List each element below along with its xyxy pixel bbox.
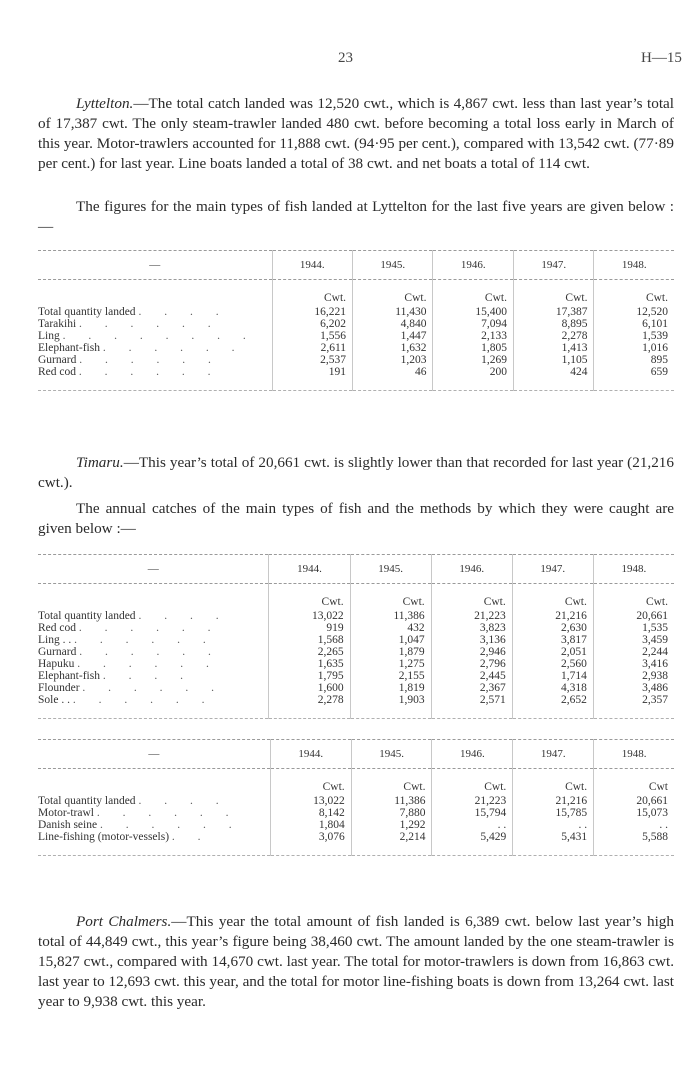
table-cell: 1,535 bbox=[593, 622, 674, 634]
lyttelton-paragraph bbox=[38, 94, 674, 174]
table-cell: 21,223 bbox=[432, 795, 513, 807]
table-cell: 1,714 bbox=[512, 670, 593, 682]
row-label: Elephant-fish bbox=[38, 670, 100, 682]
table-cell: 1,556 bbox=[272, 330, 353, 342]
leader-dots: . . . . . . bbox=[78, 366, 221, 378]
unit-label: Cwt. bbox=[272, 290, 353, 306]
column-header-year: 1948. bbox=[593, 555, 674, 584]
table-cell: 15,400 bbox=[433, 306, 514, 318]
table-cell: 1,879 bbox=[350, 646, 431, 658]
row-label: Danish seine bbox=[38, 819, 98, 831]
timaru-paragraph bbox=[38, 453, 674, 493]
lyttelton-heading: Lyttelton. bbox=[76, 95, 134, 112]
table-row bbox=[38, 670, 674, 682]
table-cell: 191 bbox=[272, 366, 353, 378]
table-cell: 5,431 bbox=[513, 831, 594, 843]
row-label-cell bbox=[38, 807, 270, 819]
table-cell: 1,600 bbox=[269, 682, 350, 694]
row-label: Flounder bbox=[38, 682, 80, 694]
table-cell: 1,819 bbox=[350, 682, 431, 694]
table-cell: 11,386 bbox=[350, 610, 431, 622]
timaru-heading: Timaru. bbox=[76, 454, 124, 471]
row-label: Total quantity landed bbox=[38, 795, 136, 807]
unit-label: Cwt. bbox=[433, 290, 514, 306]
row-label: Total quantity landed bbox=[38, 306, 136, 318]
row-label-cell bbox=[38, 366, 272, 378]
document-reference: H—15 bbox=[641, 50, 682, 66]
table-cell: 2,051 bbox=[512, 646, 593, 658]
table-row bbox=[38, 807, 674, 819]
timaru-intro-text: The annual catches of the main types of fish and the methods by which they were caught are given below :— bbox=[38, 500, 674, 537]
table-row bbox=[38, 306, 674, 318]
row-label-cell bbox=[38, 819, 270, 831]
table-cell: 1,805 bbox=[433, 342, 514, 354]
table-row bbox=[38, 318, 674, 330]
table-cell: 8,895 bbox=[513, 318, 594, 330]
table-cell: 1,203 bbox=[353, 354, 433, 366]
leader-dots: . . . . . . bbox=[102, 342, 245, 354]
table-cell: 2,560 bbox=[512, 658, 593, 670]
row-label: Ling . . bbox=[38, 634, 72, 646]
unit-label: Cwt bbox=[594, 779, 674, 795]
table-cell: 3,136 bbox=[431, 634, 512, 646]
row-label-cell bbox=[38, 646, 269, 658]
row-label-cell bbox=[38, 795, 270, 807]
row-label: Gurnard bbox=[38, 354, 77, 366]
table-cell: 1,447 bbox=[353, 330, 433, 342]
table-cell: . . bbox=[594, 819, 674, 831]
table-cell: 2,278 bbox=[269, 694, 350, 706]
table-cell: 11,430 bbox=[353, 306, 433, 318]
column-header-year: 1944. bbox=[269, 555, 350, 584]
leader-dots: . . bbox=[171, 831, 211, 843]
row-label: Red cod bbox=[38, 366, 77, 378]
lyttelton-text: —The total catch landed was 12,520 cwt., which is 4,867 cwt. less than last year’s total of 17,387 cwt. The only steam-trawler landed 480 cwt. before becoming a total loss early in March of this year. Motor-trawlers accounted for 11,888 cwt. (94·95 per cent.), compared with 13,542 cwt. (77·89 per cent.) for last year. Line boats landed a total of 38 cwt. and net boats a total of 114 cwt. bbox=[38, 95, 674, 172]
table-cell: 2,155 bbox=[350, 670, 431, 682]
row-label-cell bbox=[38, 306, 272, 318]
units-row bbox=[38, 594, 674, 610]
leader-dots: . . . . . . bbox=[79, 354, 221, 366]
table-cell: 3,459 bbox=[593, 634, 674, 646]
units-row bbox=[38, 779, 674, 795]
table-cell: 2,571 bbox=[431, 694, 512, 706]
table-cell: 15,073 bbox=[594, 807, 674, 819]
page-number: 23 bbox=[338, 50, 353, 66]
table-cell: 1,275 bbox=[350, 658, 431, 670]
column-header-year: 1947. bbox=[512, 555, 593, 584]
table-cell: 11,386 bbox=[351, 795, 432, 807]
table-cell: 2,278 bbox=[513, 330, 594, 342]
port-chalmers-text: —This year the total amount of fish landed is 6,389 cwt. below last year’s high total of 44,849 cwt., this year’s figure being 38,460 cwt. The amount landed by the one steam-trawler is 15,827 cwt., compared with 14,670 cwt. last year. The total for motor-trawlers is down from 16,863 cwt. last year to 12,693 cwt. this year, and the total for motor line-fishing boats is down from 13,264 cwt. last year to 9,938 cwt. this year. bbox=[38, 913, 674, 1010]
row-label-cell bbox=[38, 670, 269, 682]
column-header-year: 1945. bbox=[350, 555, 431, 584]
table-cell: 3,076 bbox=[270, 831, 351, 843]
table-cell: 2,611 bbox=[272, 342, 353, 354]
table-cell: 15,794 bbox=[432, 807, 513, 819]
row-label: Elephant-fish bbox=[38, 342, 100, 354]
table-cell: 2,214 bbox=[351, 831, 432, 843]
table-row bbox=[38, 366, 674, 378]
table-cell: 1,903 bbox=[350, 694, 431, 706]
table-cell: 2,946 bbox=[431, 646, 512, 658]
row-label: Sole . . bbox=[38, 694, 70, 706]
table-cell: 21,216 bbox=[512, 610, 593, 622]
table-header-row bbox=[38, 555, 674, 584]
table-cell: 2,537 bbox=[272, 354, 353, 366]
row-label: Red cod bbox=[38, 622, 77, 634]
table-cell: 13,022 bbox=[270, 795, 351, 807]
table-cell: 4,840 bbox=[353, 318, 433, 330]
table-row bbox=[38, 330, 674, 342]
unit-label: Cwt. bbox=[512, 594, 593, 610]
row-label-cell bbox=[38, 682, 269, 694]
leader-dots: . . . . . . . . bbox=[62, 330, 256, 342]
column-header-year: 1946. bbox=[432, 740, 513, 769]
table-header-row bbox=[38, 251, 674, 280]
table-cell: 2,796 bbox=[431, 658, 512, 670]
port-chalmers-heading: Port Chalmers. bbox=[76, 913, 172, 930]
table-row bbox=[38, 342, 674, 354]
column-header-year: 1946. bbox=[433, 251, 514, 280]
row-label: Tarakihi bbox=[38, 318, 77, 330]
row-label-cell bbox=[38, 342, 272, 354]
leader-dots: . . . . . . bbox=[78, 622, 221, 634]
leader-dots: . . . . . . bbox=[96, 807, 239, 819]
table-cell: 3,823 bbox=[431, 622, 512, 634]
port-chalmers-paragraph bbox=[38, 912, 674, 1012]
table-row bbox=[38, 610, 674, 622]
leader-dots: . . . . . . bbox=[99, 819, 242, 831]
table-cell: 2,133 bbox=[433, 330, 514, 342]
row-label: Total quantity landed bbox=[38, 610, 136, 622]
column-header-year: 1946. bbox=[431, 555, 512, 584]
leader-dots: . . . . . . bbox=[72, 694, 215, 706]
table-cell: 7,094 bbox=[433, 318, 514, 330]
table-cell: 1,292 bbox=[351, 819, 432, 831]
table-row bbox=[38, 831, 674, 843]
table-cell: 6,202 bbox=[272, 318, 353, 330]
table-cell: 4,318 bbox=[512, 682, 593, 694]
row-label: Gurnard bbox=[38, 646, 77, 658]
leader-dots: . . . . . . bbox=[82, 682, 225, 694]
unit-label: Cwt. bbox=[513, 290, 594, 306]
table-cell: 5,429 bbox=[432, 831, 513, 843]
table-cell: 424 bbox=[513, 366, 594, 378]
table-cell: 21,223 bbox=[431, 610, 512, 622]
table-cell: 20,661 bbox=[593, 610, 674, 622]
table-cell: 1,047 bbox=[350, 634, 431, 646]
unit-label: Cwt. bbox=[513, 779, 594, 795]
column-header-year: 1944. bbox=[272, 251, 353, 280]
timaru-species-table bbox=[38, 554, 674, 719]
table-cell: 16,221 bbox=[272, 306, 353, 318]
leader-dots: . . . . bbox=[138, 306, 229, 318]
column-header-year: 1945. bbox=[351, 740, 432, 769]
row-label-cell bbox=[38, 318, 272, 330]
table-cell: 3,416 bbox=[593, 658, 674, 670]
table-cell: 2,367 bbox=[431, 682, 512, 694]
row-label-cell bbox=[38, 831, 270, 843]
leader-dots: . . . . bbox=[102, 670, 193, 682]
leader-dots: . . . . bbox=[138, 610, 229, 622]
table-cell: 3,486 bbox=[593, 682, 674, 694]
table-corner: — bbox=[38, 740, 270, 769]
table-cell: 2,265 bbox=[269, 646, 350, 658]
row-label: Hapuku bbox=[38, 658, 75, 670]
table-row bbox=[38, 658, 674, 670]
table-cell: 6,101 bbox=[594, 318, 674, 330]
table-row bbox=[38, 622, 674, 634]
table-cell: 1,635 bbox=[269, 658, 350, 670]
table-cell: 3,817 bbox=[512, 634, 593, 646]
table-cell: . . bbox=[432, 819, 513, 831]
unit-label: Cwt. bbox=[270, 779, 351, 795]
timaru-intro bbox=[38, 499, 674, 539]
leader-dots: . . . . . . bbox=[74, 634, 216, 646]
row-label-cell bbox=[38, 610, 269, 622]
table-cell: 12,520 bbox=[594, 306, 674, 318]
lyttelton-table bbox=[38, 250, 674, 391]
table-cell: . . bbox=[513, 819, 594, 831]
leader-dots: . . . . . . bbox=[79, 646, 221, 658]
table-cell: 2,652 bbox=[512, 694, 593, 706]
table-row bbox=[38, 354, 674, 366]
table-header-row bbox=[38, 740, 674, 769]
table-cell: 1,804 bbox=[270, 819, 351, 831]
table-cell: 17,387 bbox=[513, 306, 594, 318]
column-header-year: 1945. bbox=[353, 251, 433, 280]
table-cell: 1,632 bbox=[353, 342, 433, 354]
row-label-cell bbox=[38, 694, 269, 706]
table-cell: 2,938 bbox=[593, 670, 674, 682]
table-cell: 13,022 bbox=[269, 610, 350, 622]
unit-label: Cwt. bbox=[432, 779, 513, 795]
table-cell: 2,244 bbox=[593, 646, 674, 658]
leader-dots: . . . . . . bbox=[79, 318, 221, 330]
unit-label: Cwt. bbox=[431, 594, 512, 610]
column-header-year: 1948. bbox=[594, 740, 674, 769]
table-corner: — bbox=[38, 555, 269, 584]
timaru-methods-table bbox=[38, 739, 674, 856]
table-cell: 895 bbox=[594, 354, 674, 366]
unit-label: Cwt. bbox=[353, 290, 433, 306]
table-cell: 1,795 bbox=[269, 670, 350, 682]
row-label: Line-fishing (motor-vessels) bbox=[38, 831, 170, 843]
unit-label: Cwt. bbox=[351, 779, 432, 795]
table-cell: 919 bbox=[269, 622, 350, 634]
timaru-text: —This year’s total of 20,661 cwt. is slightly lower than that recorded for last year (21,216 cwt.). bbox=[38, 454, 674, 491]
column-header-year: 1947. bbox=[513, 251, 594, 280]
table-cell: 21,216 bbox=[513, 795, 594, 807]
table-corner: — bbox=[38, 251, 272, 280]
lyttelton-intro-text: The figures for the main types of fish landed at Lyttelton for the last five years are given below :— bbox=[38, 198, 674, 235]
table-cell: 2,357 bbox=[593, 694, 674, 706]
row-label-cell bbox=[38, 354, 272, 366]
table-cell: 15,785 bbox=[513, 807, 594, 819]
row-label: Motor-trawl bbox=[38, 807, 94, 819]
table-cell: 659 bbox=[594, 366, 674, 378]
table-row bbox=[38, 795, 674, 807]
units-row bbox=[38, 290, 674, 306]
table-cell: 2,445 bbox=[431, 670, 512, 682]
unit-label: Cwt. bbox=[593, 594, 674, 610]
table-cell: 1,568 bbox=[269, 634, 350, 646]
column-header-year: 1948. bbox=[594, 251, 674, 280]
unit-label: Cwt. bbox=[594, 290, 674, 306]
unit-label: Cwt. bbox=[350, 594, 431, 610]
table-cell: 1,105 bbox=[513, 354, 594, 366]
table-row bbox=[38, 694, 674, 706]
table-row bbox=[38, 819, 674, 831]
row-label: Ling bbox=[38, 330, 60, 342]
column-header-year: 1944. bbox=[270, 740, 351, 769]
table-cell: 20,661 bbox=[594, 795, 674, 807]
table-cell: 7,880 bbox=[351, 807, 432, 819]
table-cell: 1,269 bbox=[433, 354, 514, 366]
table-cell: 1,016 bbox=[594, 342, 674, 354]
table-row bbox=[38, 646, 674, 658]
unit-label: Cwt. bbox=[269, 594, 350, 610]
table-cell: 2,630 bbox=[512, 622, 593, 634]
column-header-year: 1947. bbox=[513, 740, 594, 769]
leader-dots: . . . . . . bbox=[77, 658, 219, 670]
row-label-cell bbox=[38, 634, 269, 646]
row-label-cell bbox=[38, 330, 272, 342]
table-cell: 200 bbox=[433, 366, 514, 378]
table-cell: 432 bbox=[350, 622, 431, 634]
row-label-cell bbox=[38, 622, 269, 634]
table-cell: 8,142 bbox=[270, 807, 351, 819]
table-row bbox=[38, 634, 674, 646]
table-cell: 1,413 bbox=[513, 342, 594, 354]
row-label-cell bbox=[38, 658, 269, 670]
lyttelton-intro bbox=[38, 197, 674, 237]
table-cell: 46 bbox=[353, 366, 433, 378]
table-cell: 5,588 bbox=[594, 831, 674, 843]
leader-dots: . . . . bbox=[138, 795, 229, 807]
table-row bbox=[38, 682, 674, 694]
table-cell: 1,539 bbox=[594, 330, 674, 342]
